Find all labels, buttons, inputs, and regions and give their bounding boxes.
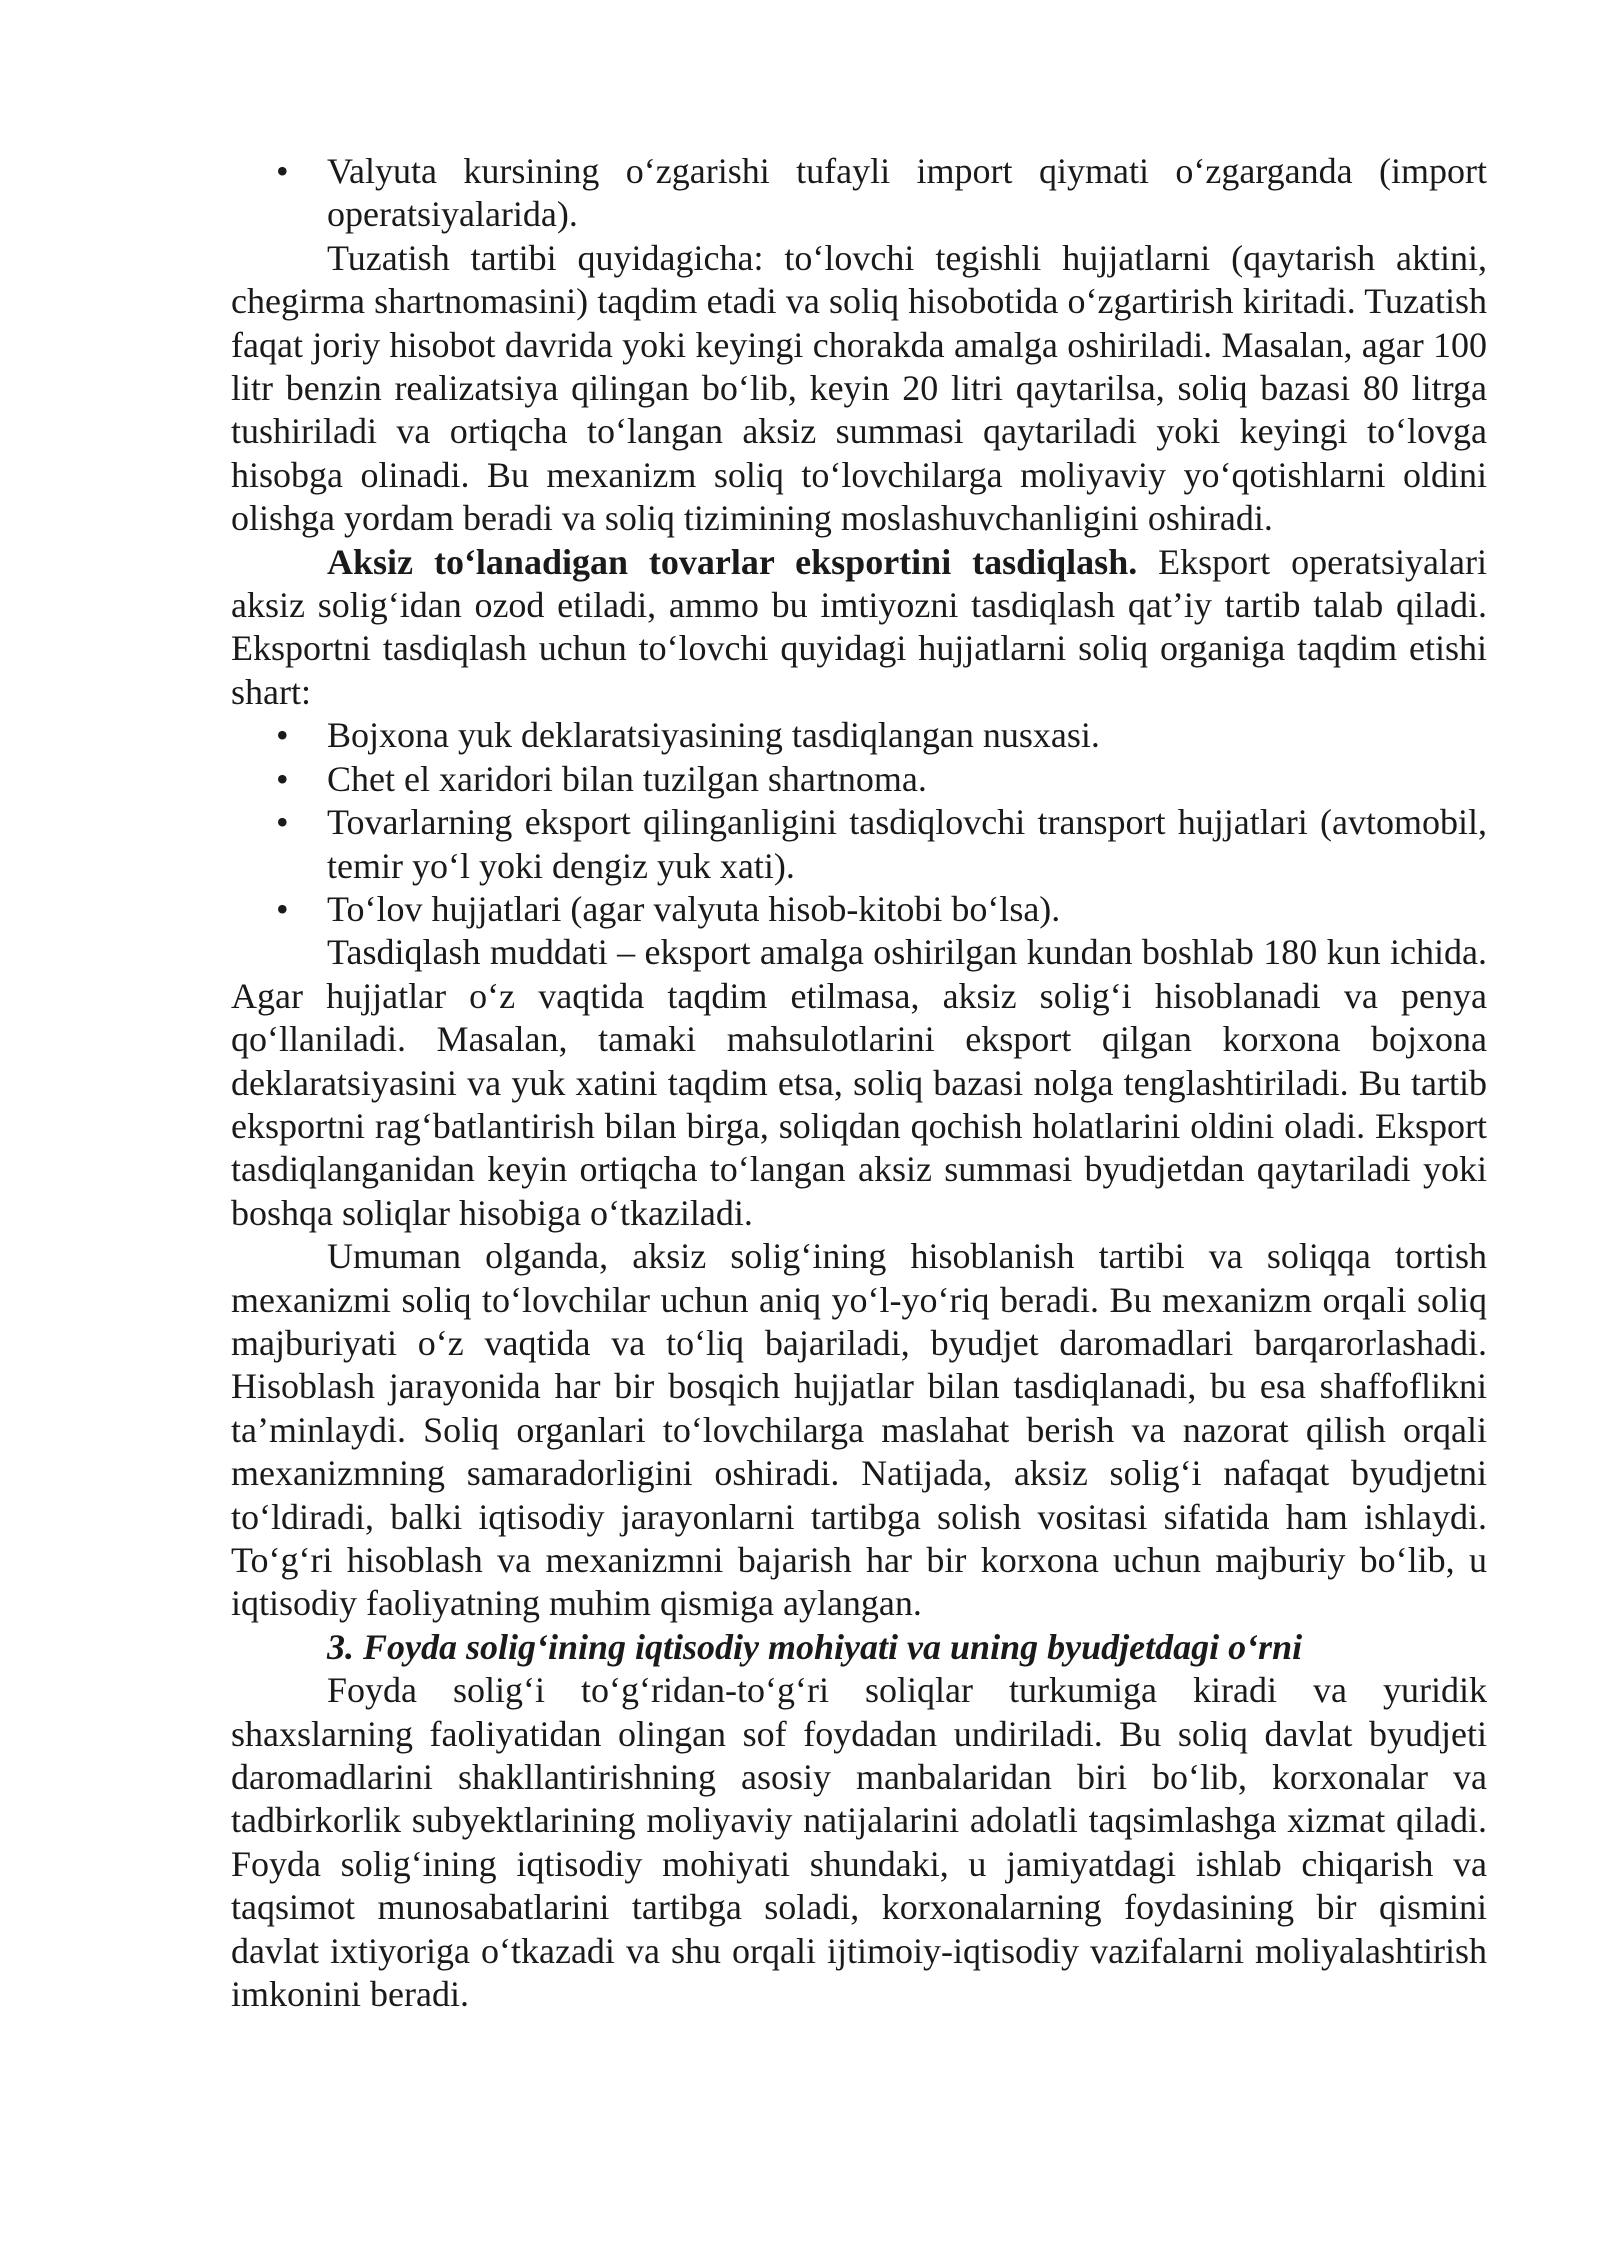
list-item-text: Bojxona yuk deklaratsiyasining tasdiqlangan nusxasi.: [327, 715, 1100, 756]
paragraph-summary: Umuman olganda, aksiz solig‘ining hisoblanish tartibi va soliqqa tortish mexanizmi soliq to‘lovchilar uchun aniq yo‘l-yo‘riq beradi. Bu mexanizm orqali soliq majburiyati o‘z vaqtida va to‘liq bajariladi, byudjet daromadlari barqarorlashadi. Hisoblash jarayonida har bir bosqich hujjatlar bilan tasdiqlanadi, bu esa shaffoflikni ta’minlaydi. Soliq organlari to‘lovchilarga maslahat berish va nazorat qilish orqali mexanizmning samaradorligini oshiradi. Natijada, aksiz solig‘i nafaqat byudjetni to‘ldiradi, balki iqtisodiy jarayonlarni tartibga solish vositasi sifatida ham ishlaydi. To‘g‘ri hisoblash va mexanizmni bajarish har bir korxona uchun majburiy bo‘lib, u iqtisodiy faoliyatning muhim qismiga aylangan.: [231, 1236, 1487, 1624]
bullet-icon: •: [276, 715, 289, 756]
list-item-text: Tovarlarning eksport qilinganligini tasdiqlovchi transport hujjatlari (avtomobil, temir yo‘l yoki dengiz yuk xati).: [327, 802, 1487, 886]
bullet-icon: •: [276, 888, 289, 929]
section-heading: 3. Foyda solig‘ining iqtisodiy mohiyati va uning byudjetdagi o‘rni: [327, 1626, 1303, 1667]
bullet-icon: •: [276, 151, 289, 191]
list-item: [276, 888, 1487, 931]
bullet-list-import: [231, 150, 1487, 237]
list-item-text: Valyuta kursining o‘zgarishi tufayli import qiymati o‘zgarganda (import operatsiyalarida).: [327, 151, 1487, 235]
bullet-icon: •: [276, 802, 289, 843]
paragraph-export-confirmation: [231, 541, 1487, 715]
paragraph-text: Eksport operatsiyalari aksiz solig‘idan ozod etiladi, ammo bu imtiyozni tasdiqlash qat’iy tartib talab qiladi. Eksportni tasdiqlash uchun to‘lovchi quyidagi hujjatlarni soliq organiga taqdim etishi shart:: [231, 541, 1487, 712]
list-item: [276, 801, 1487, 888]
paragraph-lead-heading: Aksiz to‘lanadigan tovarlar eksportini tasdiqlash.: [327, 541, 1138, 582]
list-item-text: To‘lov hujjatlari (agar valyuta hisob-kitobi bo‘lsa).: [327, 888, 1061, 929]
bullet-list-export-documents: [231, 714, 1487, 931]
list-item-text: Chet el xaridori bilan tuzilgan shartnoma.: [327, 758, 927, 799]
document-page: [231, 150, 1487, 2016]
bullet-icon: •: [276, 758, 289, 799]
list-item: [276, 758, 1487, 801]
list-item: [276, 714, 1487, 757]
paragraph-profit-tax: Foyda solig‘i to‘g‘ridan-to‘g‘ri soliqlar turkumiga kiradi va yuridik shaxslarning faoliyatidan olingan sof foydadan undiriladi. Bu soliq davlat byudjeti daromadlarini shakllantirishning asosiy manbalaridan biri bo‘lib, korxonalar va tadbirkorlik subyektlarining moliyaviy natijalarini adolatli taqsimlashga xizmat qiladi. Foyda solig‘ining iqtisodiy mohiyati shundaki, u jamiyatdagi ishlab chiqarish va taqsimot munosabatlarini tartibga soladi, korxonalarning foydasining bir qismini davlat ixtiyoriga o‘tkazadi va shu orqali ijtimoiy-iqtisodiy vazifalarni moliyalashtirish imkonini beradi.: [231, 1670, 1487, 2015]
list-item: [276, 150, 1487, 237]
paragraph-confirmation-deadline: Tasdiqlash muddati – eksport amalga oshirilgan kundan boshlab 180 kun ichida. Agar hujjatlar o‘z vaqtida taqdim etilmasa, aksiz solig‘i hisoblanadi va penya qo‘llaniladi. Masalan, tamaki mahsulotlarini eksport qilgan korxona bojxona deklaratsiyasini va yuk xatini taqdim etsa, soliq bazasi nolga tenglashtiriladi. Bu tartib eksportni rag‘batlantirish bilan birga, soliqdan qochish holatlarini oldini oladi. Eksport tasdiqlanganidan keyin ortiqcha to‘langan aksiz summasi byudjetdan qaytariladi yoki boshqa soliqlar hisobiga o‘tkaziladi.: [231, 932, 1487, 1233]
paragraph-correction-procedure: Tuzatish tartibi quyidagicha: to‘lovchi tegishli hujjatlarni (qaytarish aktini, chegirma shartnomasini) taqdim etadi va soliq hisobotida o‘zgartirish kiritadi. Tuzatish faqat joriy hisobot davrida yoki keyingi chorakda amalga oshiriladi. Masalan, agar 100 litr benzin realizatsiya qilingan bo‘lib, keyin 20 litri qaytarilsa, soliq bazasi 80 litrga tushiriladi va ortiqcha to‘langan aksiz summasi qaytariladi yoki keyingi to‘lovga hisobga olinadi. Bu mexanizm soliq to‘lovchilarga moliyaviy yo‘qotishlarni oldini olishga yordam beradi va soliq tizimining moslashuvchanligini oshiradi.: [231, 237, 1487, 539]
